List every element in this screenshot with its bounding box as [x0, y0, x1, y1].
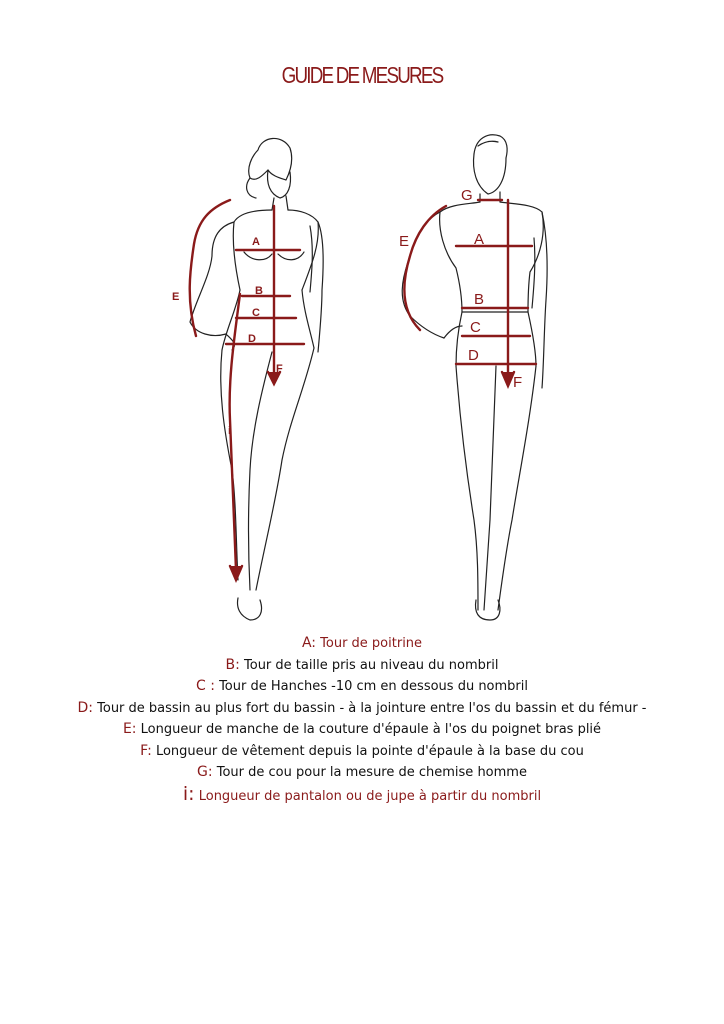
male-label-b: B — [474, 291, 485, 308]
legend-key: C : — [195, 678, 215, 694]
legend-item-d — [0, 698, 724, 720]
legend-text: Longueur de vêtement depuis la pointe d'épaule à la base du cou — [151, 743, 584, 759]
legend-text: Tour de bassin au plus fort du bassin - à la jointure entre l'os du bassin et du fémur - — [93, 700, 647, 716]
legend-key: D: — [77, 699, 93, 716]
female-label-e: E — [172, 291, 180, 303]
male-figure — [402, 135, 547, 620]
male-label-f: F — [513, 374, 523, 391]
legend-text: Tour de Hanches -10 cm en dessous du nombril — [214, 679, 528, 694]
legend-key: i: — [182, 782, 195, 805]
legend-item-i — [0, 784, 724, 808]
male-label-e: E — [399, 233, 410, 250]
female-label-c: C — [252, 307, 260, 319]
female-measurements — [190, 200, 304, 580]
legend-key: F: — [140, 742, 152, 759]
legend-item-g — [0, 762, 724, 784]
legend-item-c — [0, 676, 724, 698]
legend-text: Longueur de manche de la couture d'épaule à l'os du poignet bras plié — [136, 722, 602, 737]
female-label-a: A — [252, 236, 260, 248]
female-label-d: D — [248, 333, 256, 345]
legend-text: Tour de cou pour la mesure de chemise homme — [212, 765, 527, 780]
legend-key: E: — [122, 721, 137, 737]
female-labels — [172, 236, 283, 437]
male-label-d: D — [468, 347, 479, 364]
male-label-c: C — [470, 319, 481, 336]
legend-item-f — [0, 741, 724, 763]
male-label-a: A — [474, 231, 485, 248]
legend-item-e — [0, 719, 724, 741]
female-label-f: F — [276, 363, 283, 375]
female-label-b: B — [255, 285, 263, 297]
female-label-i: i — [228, 425, 232, 437]
legend-text: Tour de poitrine — [316, 636, 423, 651]
legend-text: Tour de taille pris au niveau du nombril — [239, 657, 499, 673]
legend-key: G: — [197, 764, 213, 780]
legend-key: B: — [225, 656, 240, 673]
legend-item-a — [0, 633, 724, 655]
male-label-g: G — [461, 187, 473, 204]
page-title: GUIDE DE MESURES — [281, 62, 443, 88]
female-line-i — [230, 294, 240, 570]
legend-text: Longueur de pantalon ou de jupe à partir du nombril — [194, 788, 542, 804]
legend-key: A: — [301, 635, 317, 651]
measurement-legend — [0, 633, 724, 807]
female-arrow-i — [230, 566, 242, 580]
legend-item-b — [0, 655, 724, 677]
